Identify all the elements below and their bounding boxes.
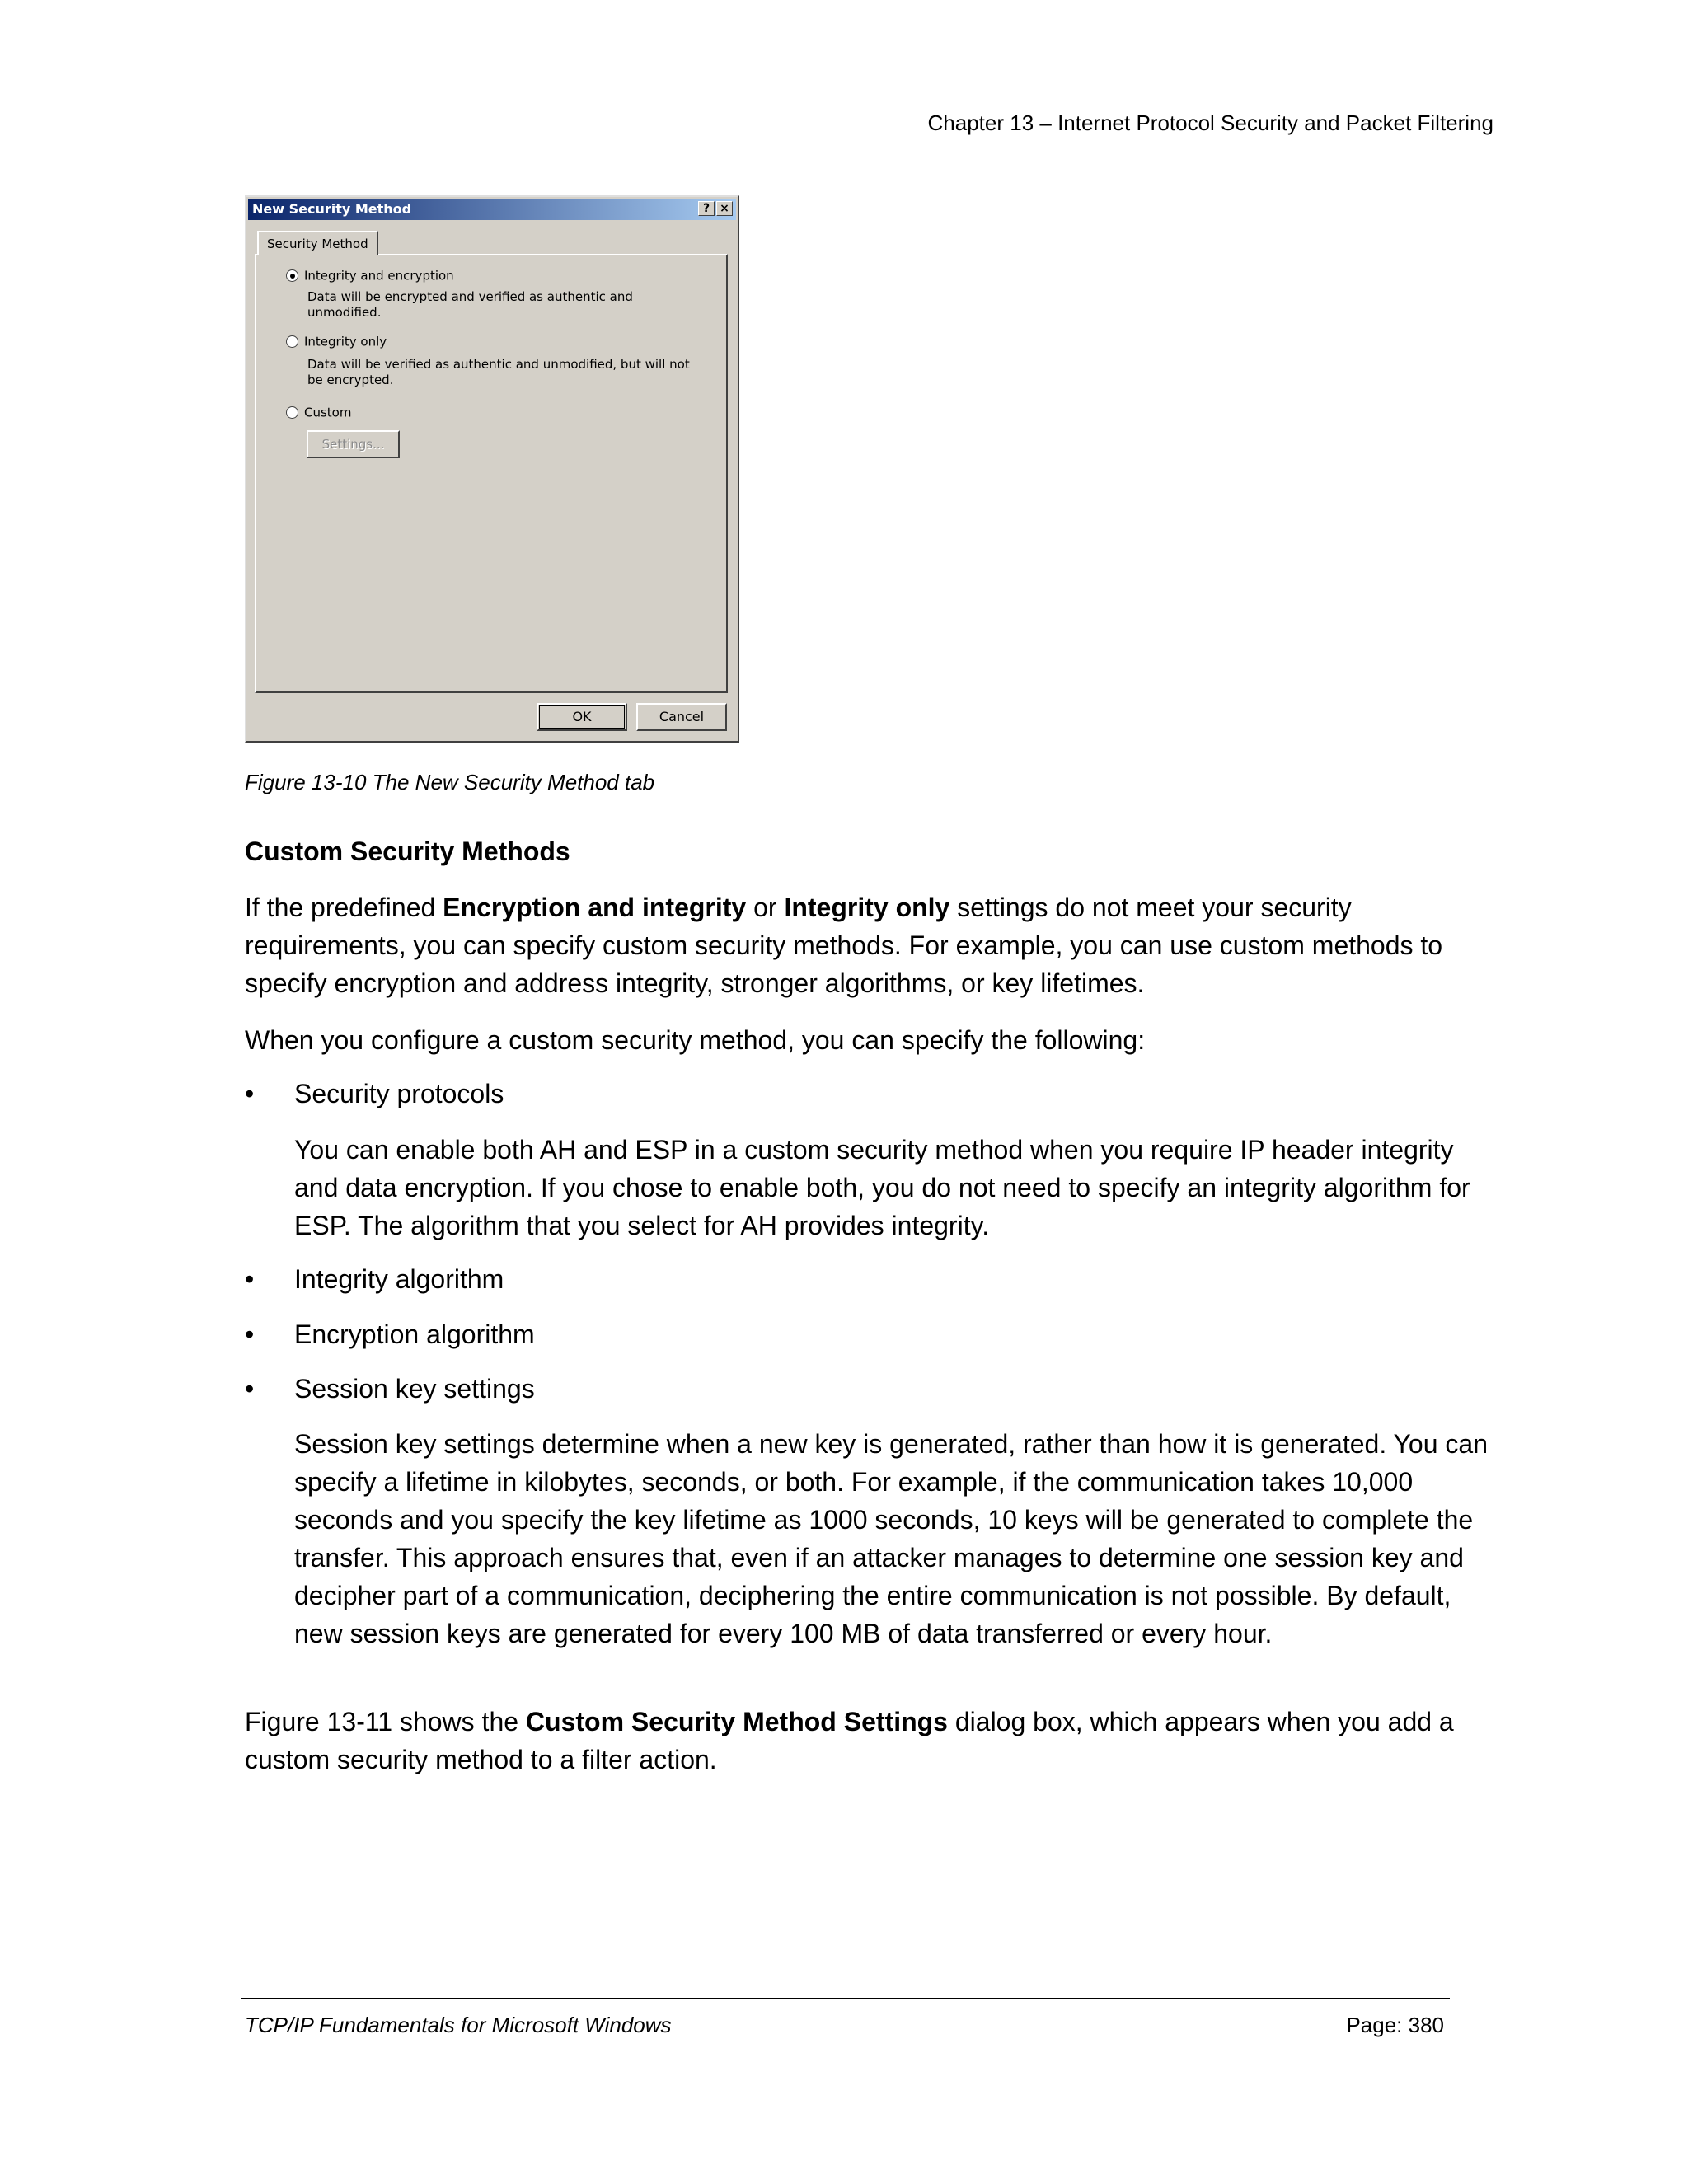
option-description: Data will be verified as authentic and unmodified, but will not be encrypted. <box>307 357 690 387</box>
cancel-button[interactable]: Cancel <box>636 703 727 731</box>
footer-divider <box>241 1998 1450 1999</box>
option-integrity-only[interactable] <box>286 333 387 351</box>
close-icon[interactable]: × <box>716 201 733 216</box>
option-description: Data will be encrypted and verified as authentic and unmodified. <box>307 289 633 320</box>
dialog-title-bar <box>248 199 736 220</box>
help-icon[interactable]: ? <box>698 201 715 216</box>
option-label: Custom <box>304 405 352 420</box>
option-integrity-and-encryption[interactable] <box>286 267 454 285</box>
radio-button[interactable] <box>286 406 298 419</box>
bullet-icon: • <box>245 1079 255 1108</box>
running-header: Chapter 13 – Internet Protocol Security and Packet Filtering <box>927 110 1493 135</box>
paragraph-intro: If the predefined Encryption and integrity or Integrity only settings do not meet your security requirements, you can specify custom security methods. For example, you can use custom methods to specify encryption and address integrity, stronger algorithms, or key lifetimes. <box>245 893 1443 998</box>
list-item-detail: Session key settings determine when a new key is generated, rather than how it is generated. You can specify a lifetime in kilobytes, seconds, or both. For example, if the communication takes 10,000 seconds and you specify the key lifetime as 1000 seconds, 10 keys will be generated to complete the transfer. This approach ensures that, even if an attacker manages to determine one session key and decipher part of a communication, deciphering the entire communication is not possible. By default, new session keys are generated for every 100 MB of data transferred or every hour. <box>294 1429 1488 1648</box>
list-item-detail: You can enable both AH and ESP in a custom security method when you require IP header integrity and data encryption. If you chose to enable both, you do not need to specify an integrity algorithm for ESP. The algorithm that you select for AH provides integrity. <box>294 1135 1470 1240</box>
tab-security-method[interactable]: Security Method <box>257 231 378 255</box>
bullet-icon: • <box>245 1264 255 1294</box>
ok-button[interactable]: OK <box>537 703 627 731</box>
radio-button[interactable] <box>286 335 298 348</box>
footer-book-title: TCP/IP Fundamentals for Microsoft Windows <box>245 2013 672 2037</box>
bullet-icon: • <box>245 1319 255 1349</box>
dialog-title: New Security Method <box>252 201 412 217</box>
bullet-icon: • <box>245 1374 255 1404</box>
bold-term: Custom Security Method Settings <box>525 1707 948 1736</box>
figure-caption: Figure 13-10 The New Security Method tab <box>245 770 655 794</box>
security-method-panel <box>255 254 728 693</box>
settings-button[interactable]: Settings... <box>307 430 400 458</box>
paragraph-figure-reference: Figure 13-11 shows the Custom Security Method Settings dialog box, which appears when you add a custom security method to a filter action. <box>245 1707 1454 1774</box>
option-label: Integrity and encryption <box>304 268 454 284</box>
paragraph-configure: When you configure a custom security method, you can specify the following: <box>245 1025 1146 1055</box>
footer-page-number: Page: 380 <box>1346 2013 1444 2037</box>
bold-term: Integrity only <box>784 893 950 922</box>
section-heading: Custom Security Methods <box>245 837 570 866</box>
option-custom[interactable] <box>286 404 351 422</box>
new-security-method-dialog <box>245 195 739 743</box>
radio-button-selected[interactable] <box>286 269 298 282</box>
bold-term: Encryption and integrity <box>443 893 747 922</box>
option-label: Integrity only <box>304 334 387 349</box>
